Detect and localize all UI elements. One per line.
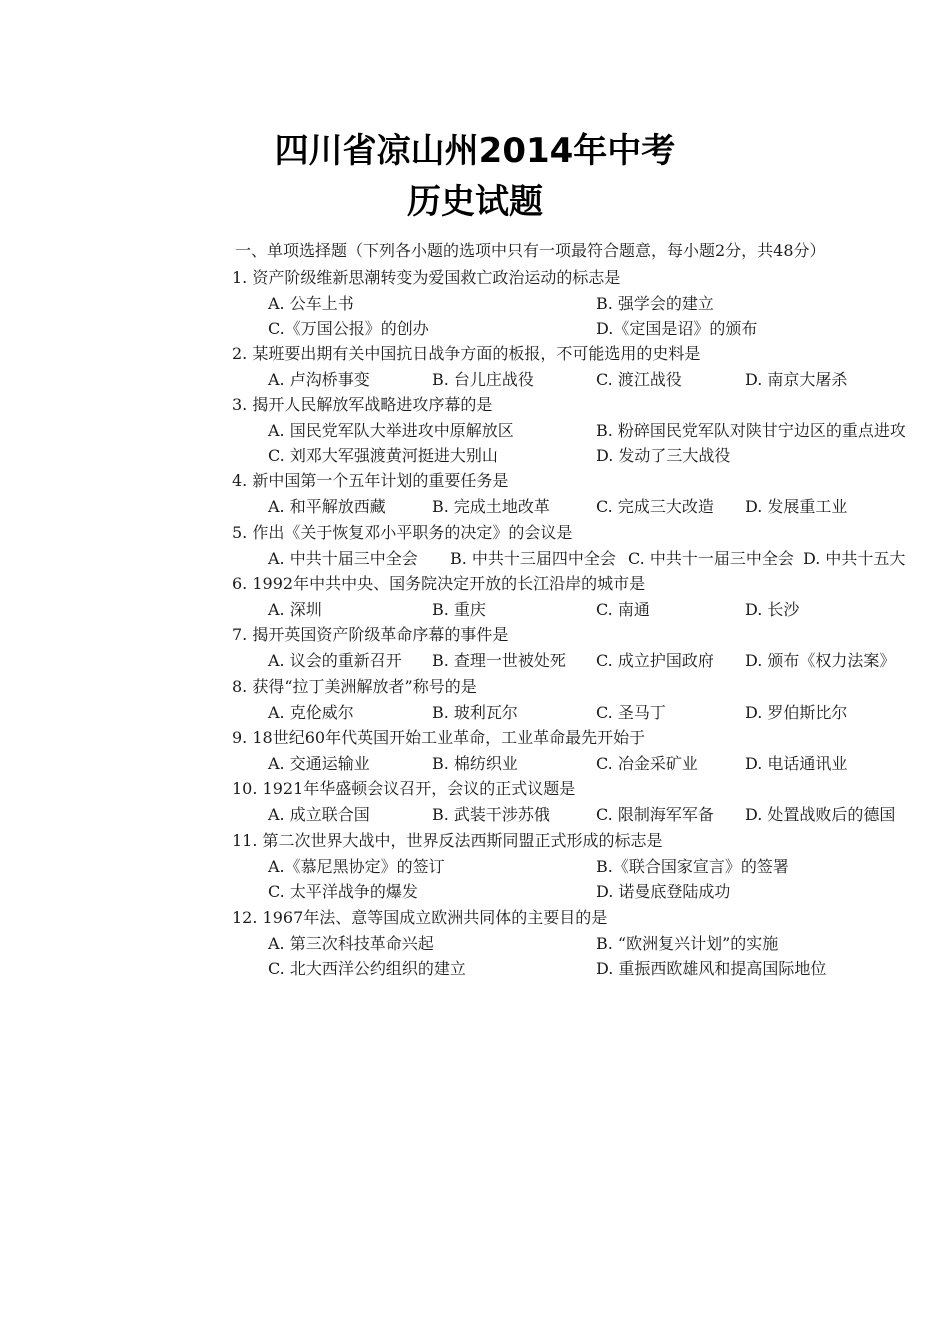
question-stem: 1. 资产阶级维新思潮转变为爱国救亡政治运动的标志是	[232, 268, 621, 287]
question-stem: 3. 揭开人民解放军战略进攻序幕的是	[232, 395, 493, 414]
question-option: D. 长沙	[745, 600, 800, 619]
question-option: B. 完成土地改革	[432, 497, 550, 516]
question-option: C. 完成三大改造	[596, 497, 714, 516]
question-option: C. 北大西洋公约组织的建立	[268, 959, 466, 978]
question-option: D. 处置战败后的德国	[745, 805, 896, 824]
question-option: C. 刘邓大军强渡黄河挺进大别山	[268, 446, 498, 465]
question-option: A. 成立联合国	[268, 805, 370, 824]
question-stem: 9. 18世纪60年代英国开始工业革命，工业革命最先开始于	[232, 728, 646, 747]
question-option: D. 重振西欧雄风和提高国际地位	[596, 959, 827, 978]
question-option: A. 深圳	[268, 600, 322, 619]
question-option: A.《慕尼黑协定》的签订	[268, 857, 445, 876]
question-option: B. 强学会的建立	[596, 294, 714, 313]
section-header: 一、单项选择题（下列各小题的选项中只有一项最符合题意，每小题2分，共48分）	[235, 241, 826, 260]
question-option: B. 重庆	[432, 600, 486, 619]
question-stem: 11. 第二次世界大战中，世界反法西斯同盟正式形成的标志是	[232, 831, 663, 850]
question-option: C. 渡江战役	[596, 370, 682, 389]
question-option: A. 卢沟桥事变	[268, 370, 370, 389]
question-stem: 6. 1992年中共中央、国务院决定开放的长江沿岸的城市是	[232, 574, 646, 593]
question-option: D. 电话通讯业	[745, 754, 848, 773]
question-stem: 8. 获得“拉丁美洲解放者”称号的是	[232, 677, 477, 696]
question-option: A. 第三次科技革命兴起	[268, 934, 434, 953]
question-option: C. 成立护国政府	[596, 651, 714, 670]
question-option: D. 中共十五大	[803, 549, 906, 568]
question-option: B. 玻利瓦尔	[432, 703, 518, 722]
question-option: B. 棉纺织业	[432, 754, 518, 773]
question-option: D. 诺曼底登陆成功	[596, 882, 731, 901]
question-option: D.《定国是诏》的颁布	[596, 319, 758, 338]
question-option: B. 台儿庄战役	[432, 370, 534, 389]
question-stem: 5. 作出《关于恢复邓小平职务的决定》的会议是	[232, 523, 573, 542]
question-option: C. 限制海军军备	[596, 805, 714, 824]
question-stem: 10. 1921年华盛顿会议召开，会议的正式议题是	[232, 779, 576, 798]
question-option: C.《万国公报》的创办	[268, 319, 429, 338]
question-option: B. 粉碎国民党军队对陕甘宁边区的重点进攻	[596, 421, 906, 440]
question-option: B. 武装干涉苏俄	[432, 805, 550, 824]
exam-subtitle: 历史试题	[407, 182, 543, 222]
question-option: C. 太平洋战争的爆发	[268, 882, 418, 901]
exam-title: 四川省凉山州2014年中考	[274, 131, 676, 171]
question-option: A. 议会的重新召开	[268, 651, 402, 670]
question-option: D. 发动了三大战役	[596, 446, 731, 465]
question-option: B. 查理一世被处死	[432, 651, 566, 670]
question-stem: 12. 1967年法、意等国成立欧洲共同体的主要目的是	[232, 908, 608, 927]
question-option: D. 发展重工业	[745, 497, 848, 516]
question-option: C. 圣马丁	[596, 703, 666, 722]
question-option: C. 南通	[596, 600, 650, 619]
question-option: B.《联合国家宣言》的签署	[596, 857, 789, 876]
question-stem: 4. 新中国第一个五年计划的重要任务是	[232, 471, 509, 490]
question-option: C. 中共十一届三中全会	[628, 549, 794, 568]
question-option: A. 克伦威尔	[268, 703, 354, 722]
question-option: B. “欧洲复兴计划”的实施	[596, 934, 779, 953]
question-option: D. 罗伯斯比尔	[745, 703, 848, 722]
question-option: A. 国民党军队大举进攻中原解放区	[268, 421, 514, 440]
question-option: A. 交通运输业	[268, 754, 370, 773]
question-option: D. 颁布《权力法案》	[745, 651, 896, 670]
question-option: B. 中共十三届四中全会	[450, 549, 616, 568]
question-option: D. 南京大屠杀	[745, 370, 848, 389]
question-option: A. 公车上书	[268, 294, 354, 313]
question-option: A. 和平解放西藏	[268, 497, 386, 516]
question-stem: 7. 揭开英国资产阶级革命序幕的事件是	[232, 625, 509, 644]
question-stem: 2. 某班要出期有关中国抗日战争方面的板报，不可能选用的史料是	[232, 344, 701, 363]
question-option: C. 冶金采矿业	[596, 754, 698, 773]
question-option: A. 中共十届三中全会	[268, 549, 418, 568]
